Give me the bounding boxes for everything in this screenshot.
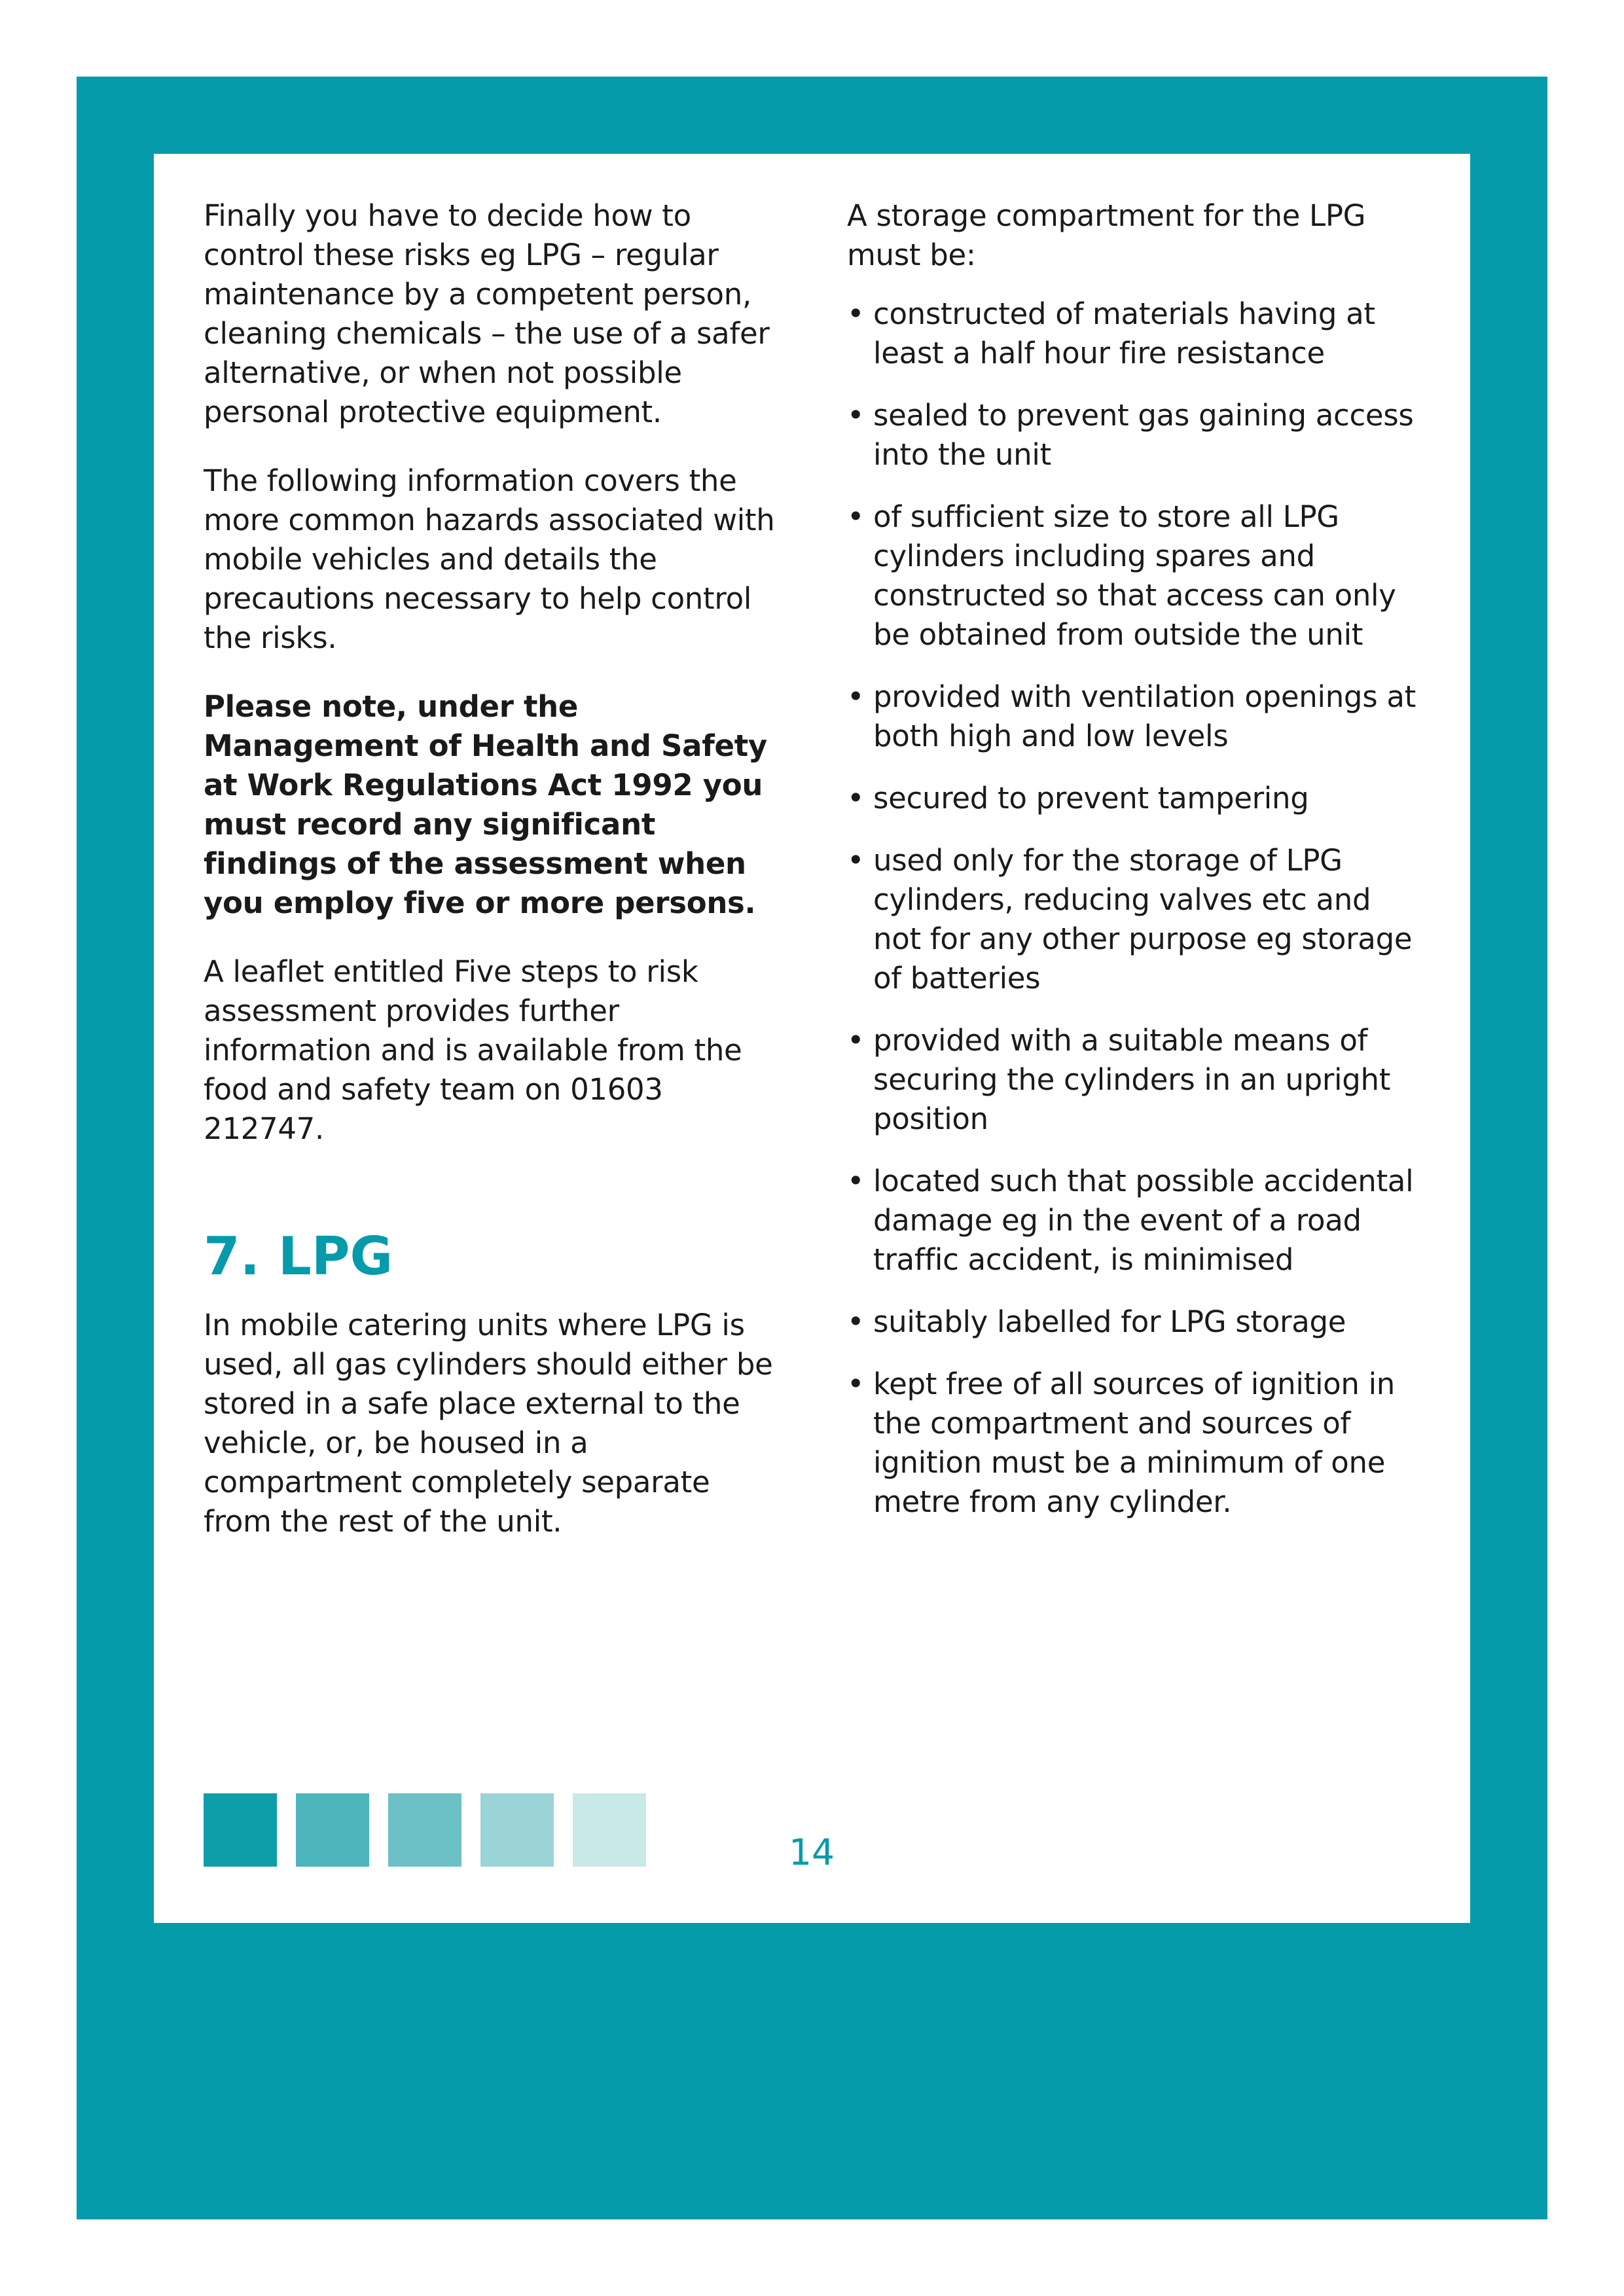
decorative-square — [296, 1793, 369, 1867]
list-item: • provided with a suitable means of securing the cylinders in an upright position — [847, 1021, 1423, 1139]
list-item: • sealed to prevent gas gaining access into the unit — [847, 396, 1423, 475]
paragraph-intro: A storage compartment for the LPG must be: — [847, 198, 1366, 272]
list-item: • kept free of all sources of ignition in the compartment and sources of ignition must be a minimum of one metre from any cylinder. — [847, 1365, 1423, 1522]
page-number: 14 — [789, 1831, 835, 1873]
list-item: • secured to prevent tampering — [847, 779, 1423, 818]
left-column — [204, 196, 786, 1178]
decorative-square — [388, 1793, 461, 1867]
requirements-list — [847, 295, 1423, 1522]
section-body — [204, 1306, 786, 1571]
paragraph-hazards: The following information covers the more common hazards associated with mobile vehicles and details the precautions necessary to help control the risks. — [204, 463, 775, 655]
list-item: • located such that possible accidental damage eg in the event of a road traffic accident, is minimised — [847, 1162, 1423, 1280]
paragraph-leaflet: A leaflet entitled Five steps to risk assessment provides further information and is available from the food and safety team on 01603 212747. — [204, 954, 742, 1146]
list-item: • suitably labelled for LPG storage — [847, 1302, 1423, 1342]
paragraph-lpg: In mobile catering units where LPG is used, all gas cylinders should either be stored in a safe place external to the vehicle, or, be housed in a compartment completely separate from the rest of the unit. — [204, 1308, 773, 1539]
right-column — [847, 196, 1423, 1545]
paragraph-note: Please note, under the Management of Health and Safety at Work Regulations Act 1992 you must record any significant findings of the assessment when you employ five or more persons. — [204, 689, 767, 920]
paragraph-controls: Finally you have to decide how to control these risks eg LPG – regular maintenance by a competent person, cleaning chemicals – the use of a safer alternative, or when not possible personal protective equipment. — [204, 198, 770, 429]
list-item: • constructed of materials having at least a half hour fire resistance — [847, 295, 1423, 373]
list-item: • provided with ventilation openings at both high and low levels — [847, 677, 1423, 756]
section-heading: 7. LPG — [204, 1226, 393, 1287]
list-item: • used only for the storage of LPG cylinders, reducing valves etc and not for any other purpose eg storage of batteries — [847, 841, 1423, 998]
decorative-square — [204, 1793, 277, 1867]
list-item: • of sufficient size to store all LPG cylinders including spares and constructed so that access can only be obtained from outside the unit — [847, 497, 1423, 655]
decorative-square — [573, 1793, 646, 1867]
decorative-square — [480, 1793, 554, 1867]
